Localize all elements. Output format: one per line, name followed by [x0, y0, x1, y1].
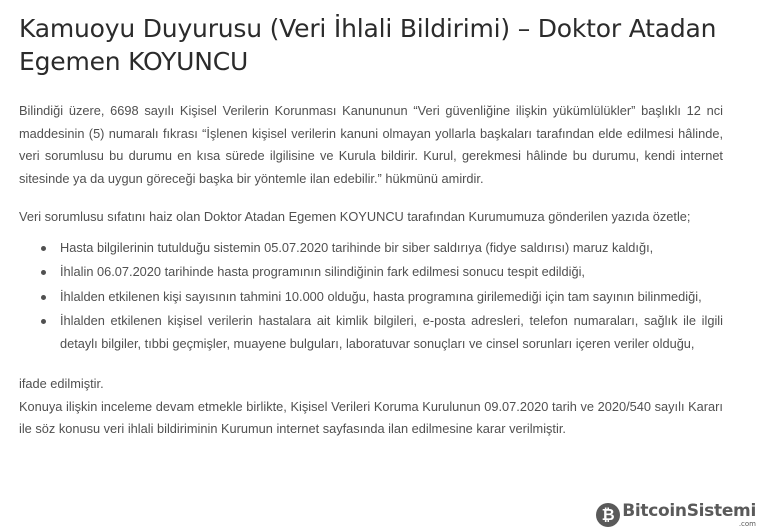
list-item — [41, 310, 723, 355]
watermark-text — [622, 500, 756, 528]
bullet-icon — [41, 246, 46, 251]
bitcoin-glyph: ₿ — [601, 505, 615, 524]
bullet-icon — [41, 319, 46, 324]
findings-list — [19, 237, 723, 356]
finding-text: İhlalden etkilenen kişisel verilerin hastalara ait kimlik bilgileri, e-posta adresleri, telefon numaraları, sağlık ile ilgili detaylı bilgiler, tıbbi geçmişler, muayene bulguları, laboratuvar sonuçları ve cinsel sorunları içeren veriler olduğu, — [60, 313, 723, 351]
paragraph-stated: ifade edilmiştir. — [19, 376, 104, 391]
bullet-icon — [41, 295, 46, 300]
bitcoin-icon — [596, 503, 620, 527]
finding-text: İhlalin 06.07.2020 tarihinde hasta programının silindiğinin fark edilmesi sonucu tespit edildiği, — [60, 264, 585, 279]
watermark-name: BitcoinSistemi — [622, 500, 756, 521]
watermark-domain: .com — [738, 519, 756, 528]
paragraph-summary-intro: Veri sorumlusu sıfatını haiz olan Doktor Atadan Egemen KOYUNCU tarafından Kurumumuza gönderilen yazıda özetle; — [19, 209, 691, 224]
finding-text: Hasta bilgilerinin tutulduğu sistemin 05.07.2020 tarihinde bir siber saldırıya (fidye saldırısı) maruz kaldığı, — [60, 239, 654, 255]
list-item — [41, 286, 723, 309]
watermark-logo — [594, 500, 760, 530]
article — [19, 12, 723, 457]
bullet-icon — [41, 270, 46, 275]
paragraph-decision: Konuya ilişkin inceleme devam etmekle birlikte, Kişisel Verileri Koruma Kurulunun 09.07.2020 tarih ve 2020/540 sayılı Kararı ile söz konusu veri ihlali bildiriminin Kurumun internet sayfasında ilan edilmesine karar verilmiştir. — [19, 398, 723, 436]
article-title: Kamuoyu Duyurusu (Veri İhlali Bildirimi) – Doktor Atadan Egemen KOYUNCU — [19, 14, 717, 76]
finding-text: İhlalden etkilenen kişi sayısının tahmini 10.000 olduğu, hasta programına girilemediği için tam sayının bilinmediği, — [60, 288, 702, 304]
paragraph-legal-basis: Bilindiği üzere, 6698 sayılı Kişisel Verilerin Korunması Kanununun “Veri güvenliğine ilişkin yükümlülükler” başlıklı 12 nci maddesinin (5) numaralı fıkrası “İşlenen kişisel verilerin kanuni olmayan yollarla başkaları tarafından elde edilmesi hâlinde, veri sorumlusu bu durumu en kısa sürede ilgilisine ve Kurula bildirir. Kurul, gerekmesi hâlinde bu durumu, kendi internet sitesinde ya da uygun göreceği başka bir yöntemle ilan edebilir.” hükmünü amirdir. — [19, 103, 723, 186]
list-item — [41, 261, 723, 284]
list-item — [41, 237, 723, 260]
